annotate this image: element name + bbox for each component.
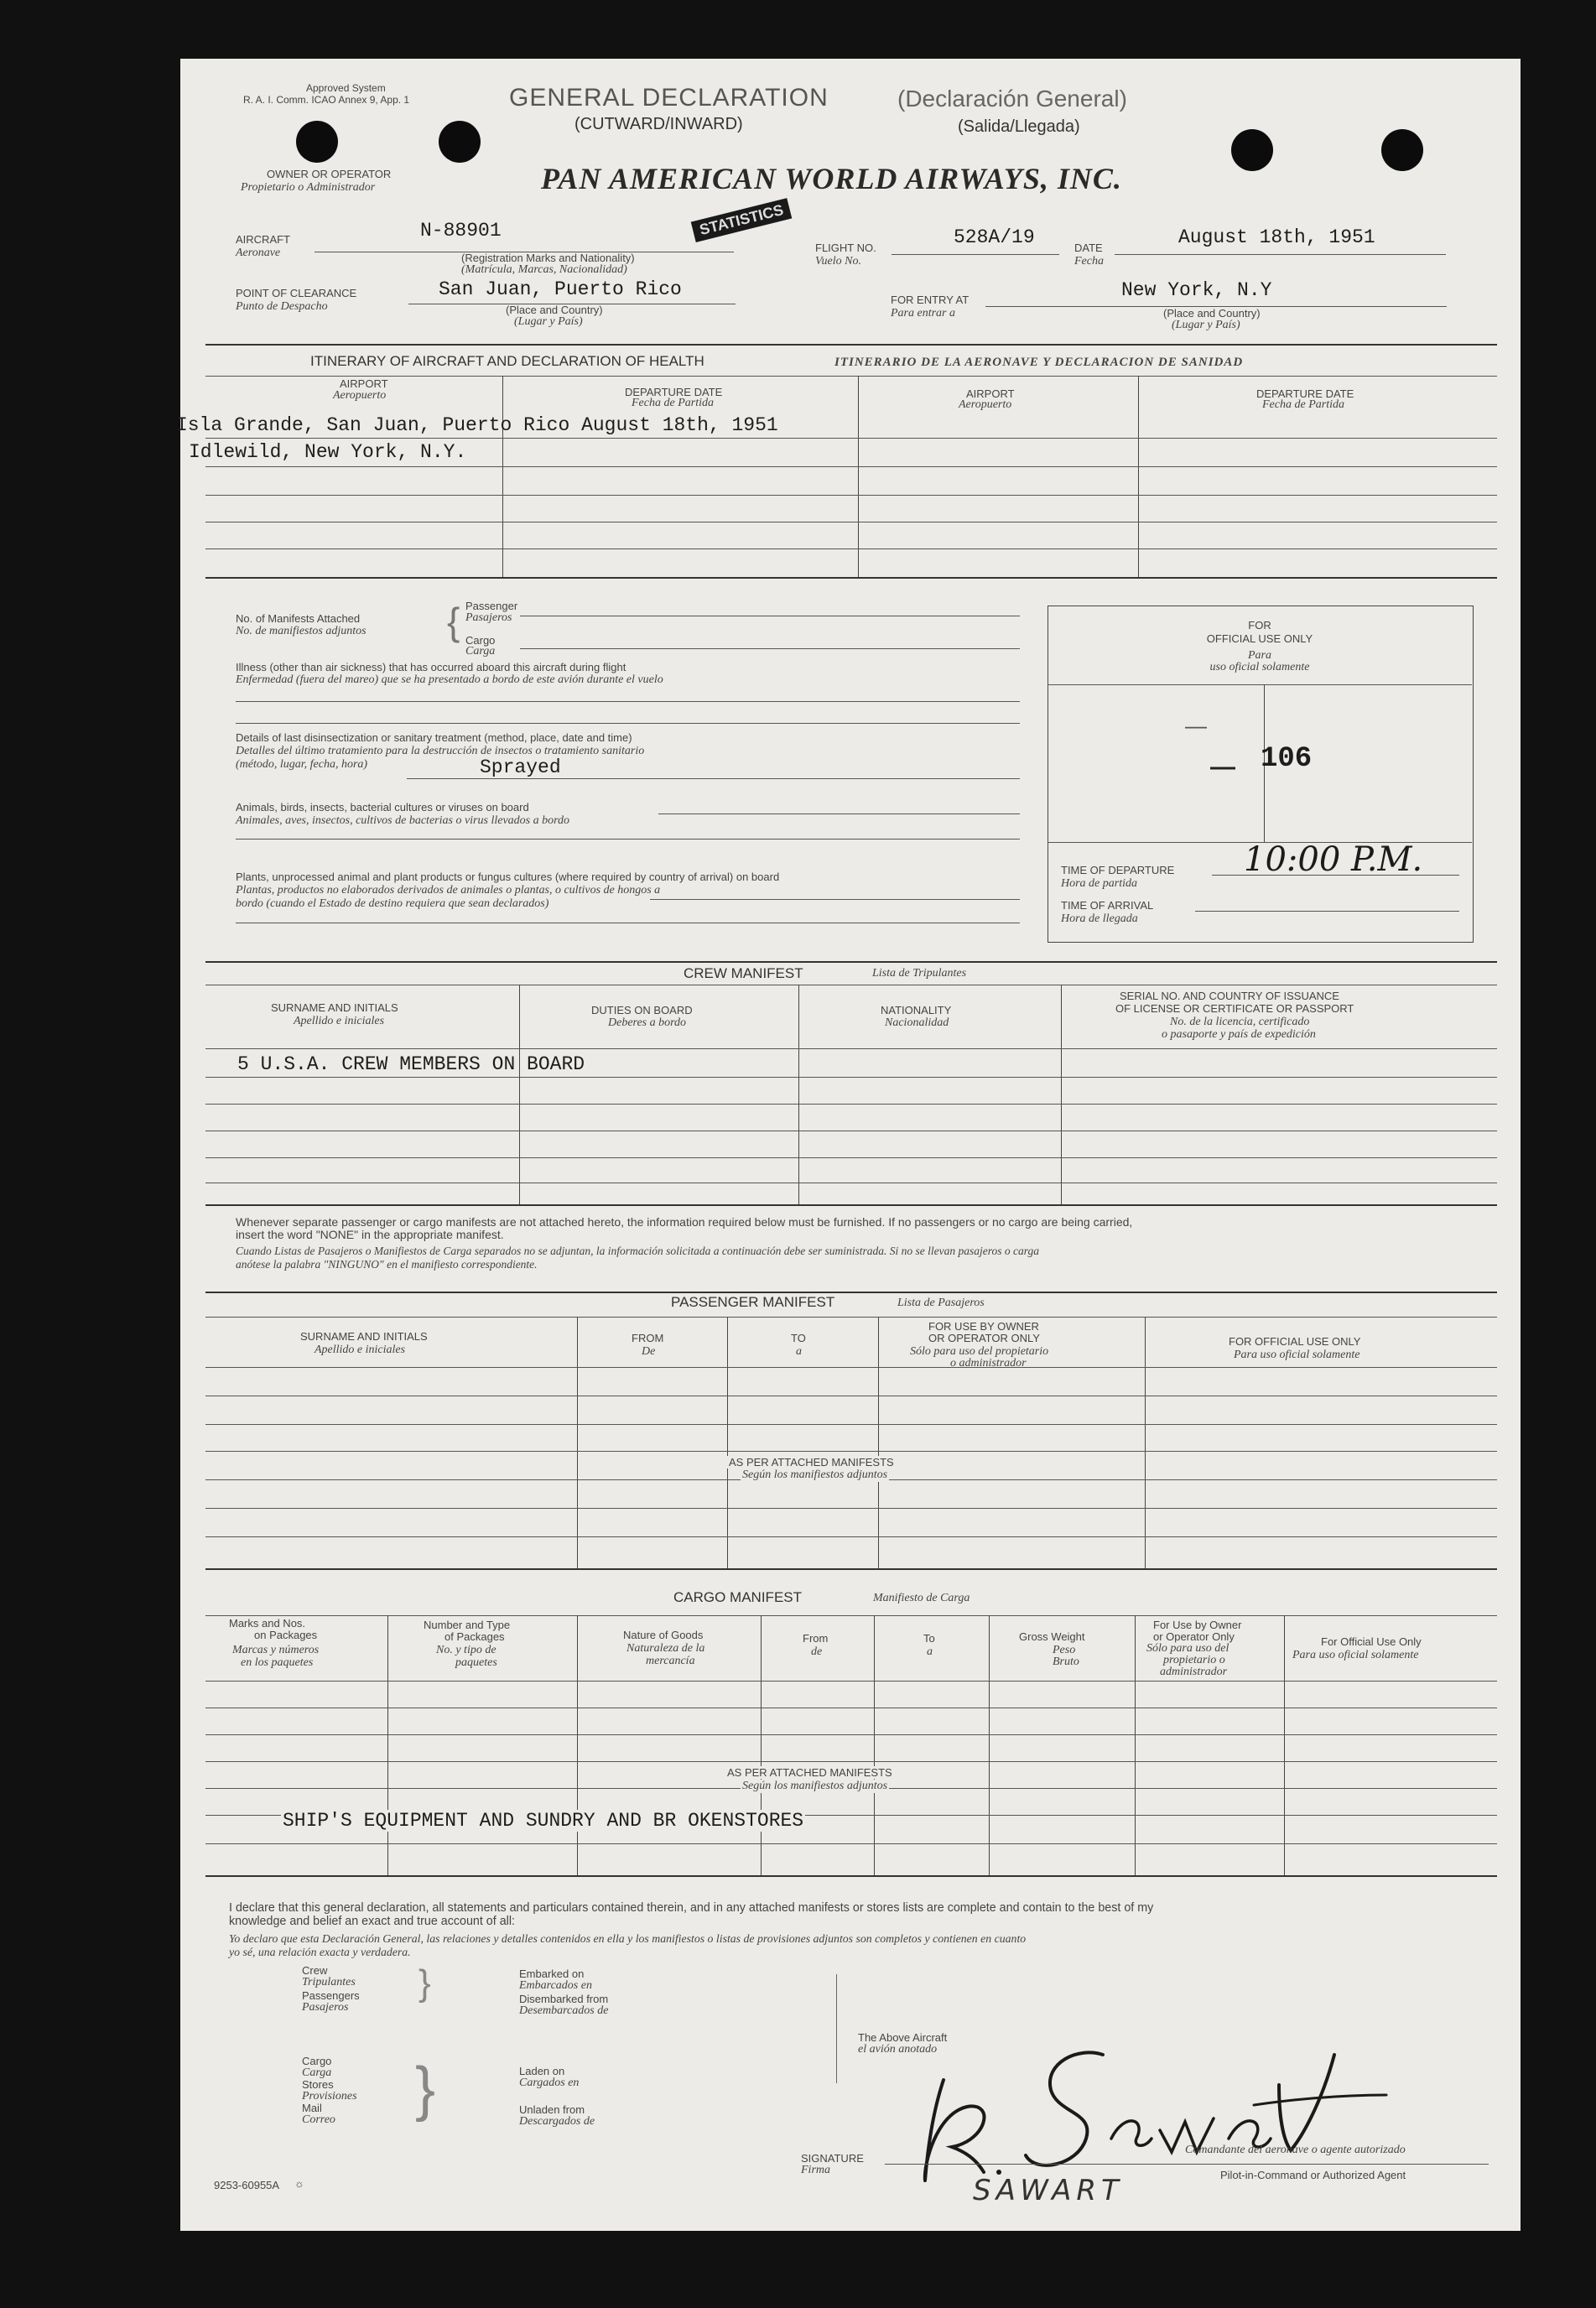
decl-laden-es: Cargados en bbox=[519, 2077, 580, 2089]
decl-embarked: Embarked on bbox=[519, 1968, 585, 1980]
cargo-col-owner: For Use by Owner bbox=[1153, 1619, 1242, 1631]
passenger-col-owner-es: o administrador bbox=[950, 1357, 1027, 1370]
cargo-col-packages: of Packages bbox=[444, 1630, 505, 1643]
cargo-attached-note-es: Según los manifiestos adjuntos bbox=[742, 1780, 888, 1792]
direction-label-es: (Salida/Llegada) bbox=[958, 117, 1080, 136]
signature-label: SIGNATURE bbox=[801, 2152, 864, 2165]
itinerary-row: Isla Grande, San Juan, Puerto Rico August 18th, 1951 bbox=[176, 414, 778, 436]
entry-label-es: Para entrar a bbox=[891, 307, 955, 320]
cargo-label: Cargo bbox=[465, 634, 496, 647]
cargo-col-owner: or Operator Only bbox=[1153, 1630, 1235, 1643]
decl-cargo: Cargo bbox=[302, 2055, 332, 2067]
passenger-col-to-es: a bbox=[796, 1345, 802, 1358]
passenger-col-owner-es: Sólo para uso del propietario bbox=[910, 1345, 1049, 1358]
itinerary-title-es: ITINERARIO DE LA AERONAVE Y DECLARACION DE SANIDAD bbox=[834, 356, 1244, 369]
cargo-col-owner-es: Sólo para uso del bbox=[1146, 1642, 1229, 1655]
cargo-col-marks-es: en los paquetes bbox=[241, 1656, 314, 1669]
above-aircraft-label: The Above Aircraft bbox=[858, 2031, 948, 2044]
manifests-brace: { bbox=[447, 600, 460, 643]
plants-label-es: Plantas, productos no elaborados derivados de animales o plantas, o cultivos de hongos a bbox=[236, 884, 661, 897]
flight-label-es: Vuelo No. bbox=[815, 255, 861, 268]
cargo-col-to-es: a bbox=[927, 1645, 933, 1658]
crew-col-duties: DUTIES ON BOARD bbox=[591, 1004, 693, 1016]
decl-embarked-es: Embarcados en bbox=[519, 1979, 592, 1992]
punch-hole bbox=[439, 121, 481, 163]
cargo-col-packages: Number and Type bbox=[424, 1619, 511, 1631]
crew-col-serial: SERIAL NO. AND COUNTRY OF ISSUANCE bbox=[1120, 990, 1339, 1002]
decl-stores: Stores bbox=[302, 2078, 334, 2091]
notice-text-es: Cuando Listas de Pasajeros o Manifiestos de Carga separados no se adjuntan, la información solicitada a continuación debe ser suministrada. Si no se llevan pasajeros o carga bbox=[236, 1245, 1039, 1257]
cargo-col-from-es: de bbox=[811, 1645, 823, 1658]
passenger-label: Passenger bbox=[465, 600, 518, 612]
crew-col-duties-es: Deberes a bordo bbox=[608, 1016, 687, 1029]
crew-col-serial-es: o pasaporte y país de expedición bbox=[1162, 1028, 1316, 1041]
crew-col-serial: OF LICENSE OR CERTIFICATE OR PASSPORT bbox=[1115, 1002, 1354, 1015]
official-number: 106 bbox=[1261, 743, 1313, 775]
punch-hole bbox=[1231, 129, 1273, 171]
form-title-es: (Declaración General) bbox=[897, 86, 1127, 112]
decl-brace: } bbox=[418, 1962, 431, 2004]
registration-note: (Registration Marks and Nationality) bbox=[461, 252, 635, 264]
decl-passengers: Passengers bbox=[302, 1989, 360, 2002]
itinerary-col-airport-2: AIRPORT bbox=[966, 387, 1015, 400]
itinerary-col-departure-2-es: Fecha de Partida bbox=[1262, 398, 1344, 411]
arrival-time-label: TIME OF ARRIVAL bbox=[1061, 899, 1154, 912]
punch-hole bbox=[296, 121, 338, 163]
form-number: 9253-60955A bbox=[214, 2179, 280, 2191]
punch-hole bbox=[1381, 129, 1423, 171]
cargo-col-marks: on Packages bbox=[254, 1629, 318, 1641]
cargo-manifest-title-es: Manifiesto de Carga bbox=[873, 1592, 970, 1604]
crew-col-surname-es: Apellido e iniciales bbox=[294, 1015, 385, 1027]
point-of-clearance: San Juan, Puerto Rico bbox=[439, 278, 682, 300]
departure-time-label: TIME OF DEPARTURE bbox=[1061, 864, 1175, 876]
cargo-col-packages-es: No. y tipo de bbox=[436, 1644, 496, 1656]
cargo-manifest-title: CARGO MANIFEST bbox=[673, 1589, 803, 1605]
operator-name: PAN AMERICAN WORLD AIRWAYS, INC. bbox=[541, 162, 1122, 195]
decl-disembarked: Disembarked from bbox=[519, 1993, 609, 2005]
cargo-col-packages-es: paquetes bbox=[455, 1656, 497, 1669]
decl-crew: Crew bbox=[302, 1964, 328, 1977]
captain-signature bbox=[885, 2013, 1405, 2214]
crew-col-surname: SURNAME AND INITIALS bbox=[271, 1001, 398, 1014]
cargo-col-official: For Official Use Only bbox=[1321, 1635, 1422, 1648]
itinerary-col-airport-es: Aeropuerto bbox=[333, 389, 387, 402]
passenger-col-surname: SURNAME AND INITIALS bbox=[300, 1330, 428, 1343]
passenger-manifest-title-es: Lista de Pasajeros bbox=[897, 1297, 985, 1309]
animals-label: Animals, birds, insects, bacterial cultures or viruses on board bbox=[236, 801, 529, 814]
official-box-title: FOR bbox=[1248, 619, 1271, 632]
aircraft-label: AIRCRAFT bbox=[236, 233, 290, 246]
decl-crew-es: Tripulantes bbox=[302, 1976, 356, 1988]
departure-time-label-es: Hora de partida bbox=[1061, 877, 1137, 890]
animals-label-es: Animales, aves, insectos, cultivos de bacterias o virus llevados a bordo bbox=[236, 814, 570, 827]
decl-disembarked-es: Desembarcados de bbox=[519, 2004, 609, 2017]
flight-number: 528A/19 bbox=[954, 226, 1035, 248]
declaration-text-es: Yo declaro que esta Declaración General, las relaciones y detalles contenidos en ella y los manifiestos o listas de provisiones adjuntos son completos y contienen en cuanto bbox=[229, 1932, 1027, 1945]
aircraft-registration: N-88901 bbox=[420, 220, 502, 242]
above-aircraft-label-es: el avión anotado bbox=[858, 2043, 938, 2056]
itinerary-col-departure: DEPARTURE DATE bbox=[625, 386, 723, 398]
decl-passengers-es: Pasajeros bbox=[302, 2001, 349, 2014]
decl-laden: Laden on bbox=[519, 2065, 565, 2077]
place-note-es: (Lugar y País) bbox=[514, 315, 583, 328]
cargo-entry: SHIP'S EQUIPMENT AND SUNDRY AND BR OKENSTORES bbox=[283, 1810, 804, 1832]
passenger-col-owner: FOR USE BY OWNER bbox=[928, 1320, 1039, 1333]
passenger-col-owner: OR OPERATOR ONLY bbox=[928, 1332, 1040, 1344]
arrival-time-label-es: Hora de llegada bbox=[1061, 912, 1138, 925]
registration-note-es: (Matrícula, Marcas, Nacionalidad) bbox=[461, 263, 627, 276]
date-label-es: Fecha bbox=[1074, 255, 1104, 268]
itinerary-row: Idlewild, New York, N.Y. bbox=[189, 441, 467, 463]
owner-label-es: Propietario o Administrador bbox=[241, 181, 376, 194]
flight-label: FLIGHT NO. bbox=[815, 242, 876, 254]
crew-manifest-title: CREW MANIFEST bbox=[684, 965, 803, 981]
disinsect-label-es: Detalles del último tratamiento para la destrucción de insectos o tratamiento sanitario bbox=[236, 745, 645, 757]
cargo-col-nature-es: Naturaleza de la bbox=[626, 1642, 705, 1655]
cargo-col-owner-es: administrador bbox=[1160, 1666, 1228, 1678]
cargo-col-marks-es: Marcas y números bbox=[232, 1644, 320, 1656]
printer-mark: ☼ bbox=[294, 2177, 304, 2190]
itinerary-col-airport: AIRPORT bbox=[340, 377, 388, 390]
entry-label: FOR ENTRY AT bbox=[891, 294, 970, 306]
itinerary-title: ITINERARY OF AIRCRAFT AND DECLARATION OF HEALTH bbox=[310, 353, 704, 369]
illness-label: Illness (other than air sickness) that has occurred aboard this aircraft during flight bbox=[236, 661, 626, 673]
passenger-manifest-title: PASSENGER MANIFEST bbox=[671, 1294, 835, 1310]
passenger-col-from-es: De bbox=[642, 1345, 656, 1358]
declaration-text: knowledge and belief an exact and true account of all: bbox=[229, 1915, 515, 1928]
cargo-col-nature: Nature of Goods bbox=[623, 1629, 704, 1641]
clearance-label-es: Punto de Despacho bbox=[236, 300, 328, 313]
commander-label: Pilot-in-Command or Authorized Agent bbox=[1220, 2169, 1406, 2181]
form-title: GENERAL DECLARATION bbox=[509, 84, 829, 112]
statistics-stamp: STATISTICS bbox=[691, 198, 793, 242]
official-box-title-es: Para bbox=[1248, 649, 1271, 662]
illness-label-es: Enfermedad (fuera del mareo) que se ha presentado a bordo de este avión durante el vuelo bbox=[236, 673, 663, 686]
cargo-attached-note: AS PER ATTACHED MANIFESTS bbox=[727, 1766, 892, 1779]
clearance-label: POINT OF CLEARANCE bbox=[236, 287, 357, 299]
decl-unladen: Unladen from bbox=[519, 2103, 585, 2116]
plants-label: Plants, unprocessed animal and plant products or fungus cultures (where required by country of arrival) on board bbox=[236, 871, 780, 883]
passenger-col-surname-es: Apellido e iniciales bbox=[315, 1344, 406, 1356]
printed-name: SAWART bbox=[973, 2174, 1124, 2207]
official-box-title: OFFICIAL USE ONLY bbox=[1206, 632, 1313, 645]
flight-date: August 18th, 1951 bbox=[1178, 226, 1375, 248]
place-note: (Place and Country) bbox=[506, 304, 603, 316]
notice-text: insert the word "NONE" in the appropriate manifest. bbox=[236, 1228, 504, 1241]
signature-label-es: Firma bbox=[801, 2164, 830, 2176]
itinerary-col-departure-2: DEPARTURE DATE bbox=[1256, 387, 1354, 400]
official-box-title-es: uso oficial solamente bbox=[1209, 661, 1310, 673]
direction-label: (CUTWARD/INWARD) bbox=[574, 115, 743, 133]
departure-time: 10:00 P.M. bbox=[1244, 840, 1423, 879]
manifests-label: No. of Manifests Attached bbox=[236, 612, 361, 625]
decl-unladen-es: Descargados de bbox=[519, 2115, 595, 2128]
passenger-label-es: Pasajeros bbox=[465, 611, 512, 624]
disinsection-value: Sprayed bbox=[480, 756, 561, 778]
decl-mail-es: Correo bbox=[302, 2113, 335, 2126]
passenger-attached-note-es: Según los manifiestos adjuntos bbox=[742, 1468, 888, 1481]
entry-place-note-es: (Lugar y País) bbox=[1172, 319, 1240, 331]
cargo-label-es: Carga bbox=[465, 645, 496, 658]
cargo-col-official-es: Para uso oficial solamente bbox=[1292, 1649, 1419, 1661]
decl-cargo-es: Carga bbox=[302, 2066, 332, 2079]
cargo-col-owner-es: propietario o bbox=[1163, 1654, 1225, 1666]
cargo-col-weight: Gross Weight bbox=[1019, 1630, 1085, 1643]
cargo-col-weight-es: Bruto bbox=[1053, 1656, 1079, 1668]
crew-col-serial-es: No. de la licencia, certificado bbox=[1170, 1016, 1310, 1028]
decl-mail: Mail bbox=[302, 2102, 322, 2114]
cargo-col-to: To bbox=[923, 1632, 935, 1645]
passenger-col-to: TO bbox=[791, 1332, 806, 1344]
notice-text-es: anótese la palabra "NINGUNO" en el manifiesto correspondiente. bbox=[236, 1258, 538, 1271]
cargo-col-weight-es: Peso bbox=[1053, 1644, 1076, 1656]
passenger-col-from: FROM bbox=[632, 1332, 664, 1344]
approval-line: Approved System bbox=[306, 82, 386, 94]
passenger-col-official: FOR OFFICIAL USE ONLY bbox=[1229, 1335, 1361, 1348]
disinsect-label-es: (método, lugar, fecha, hora) bbox=[236, 758, 368, 771]
commander-label-es: Comandante del aeronave o agente autorizado bbox=[1185, 2144, 1406, 2156]
official-dash: — bbox=[1210, 753, 1235, 781]
declaration-form bbox=[176, 59, 1521, 2231]
declaration-text: I declare that this general declaration, all statements and particulars contained therein, and in any attached manifests or stores lists are complete and contain to the best of my bbox=[229, 1901, 1154, 1915]
plants-label-es: bordo (cuando el Estado de destino requiera que sean declarados) bbox=[236, 897, 549, 910]
official-dash: — bbox=[1185, 713, 1207, 738]
cargo-col-nature-es: mercancía bbox=[646, 1655, 695, 1667]
disinsect-label: Details of last disinsectization or sanitary treatment (method, place, date and time) bbox=[236, 731, 632, 744]
crew-col-nationality-es: Nacionalidad bbox=[885, 1016, 949, 1029]
entry-place: New York, N.Y bbox=[1121, 279, 1272, 301]
date-label: DATE bbox=[1074, 242, 1103, 254]
crew-manifest-title-es: Lista de Tripulantes bbox=[872, 967, 967, 980]
crew-col-nationality: NATIONALITY bbox=[881, 1004, 952, 1016]
decl-brace: } bbox=[415, 2056, 436, 2123]
itinerary-col-airport-2-es: Aeropuerto bbox=[959, 398, 1012, 411]
decl-stores-es: Provisiones bbox=[302, 2090, 357, 2103]
declaration-text-es: yo sé, una relación exacta y verdadera. bbox=[229, 1946, 411, 1958]
passenger-col-official-es: Para uso oficial solamente bbox=[1234, 1349, 1360, 1361]
cargo-col-marks: Marks and Nos. bbox=[229, 1617, 306, 1630]
manifests-label-es: No. de manifiestos adjuntos bbox=[236, 625, 367, 637]
approval-line: R. A. I. Comm. ICAO Annex 9, App. 1 bbox=[243, 94, 410, 106]
aircraft-label-es: Aeronave bbox=[236, 247, 281, 259]
cargo-col-from: From bbox=[803, 1632, 829, 1645]
owner-label: OWNER OR OPERATOR bbox=[267, 168, 392, 180]
crew-entry: 5 U.S.A. CREW MEMBERS ON BOARD bbox=[237, 1053, 585, 1075]
itinerary-col-departure-es: Fecha de Partida bbox=[632, 397, 714, 409]
entry-place-note: (Place and Country) bbox=[1163, 307, 1261, 320]
notice-text: Whenever separate passenger or cargo manifests are not attached hereto, the information required below must be furnished. If no passengers or no cargo are being carried, bbox=[236, 1215, 1133, 1229]
passenger-attached-note: AS PER ATTACHED MANIFESTS bbox=[729, 1456, 894, 1468]
